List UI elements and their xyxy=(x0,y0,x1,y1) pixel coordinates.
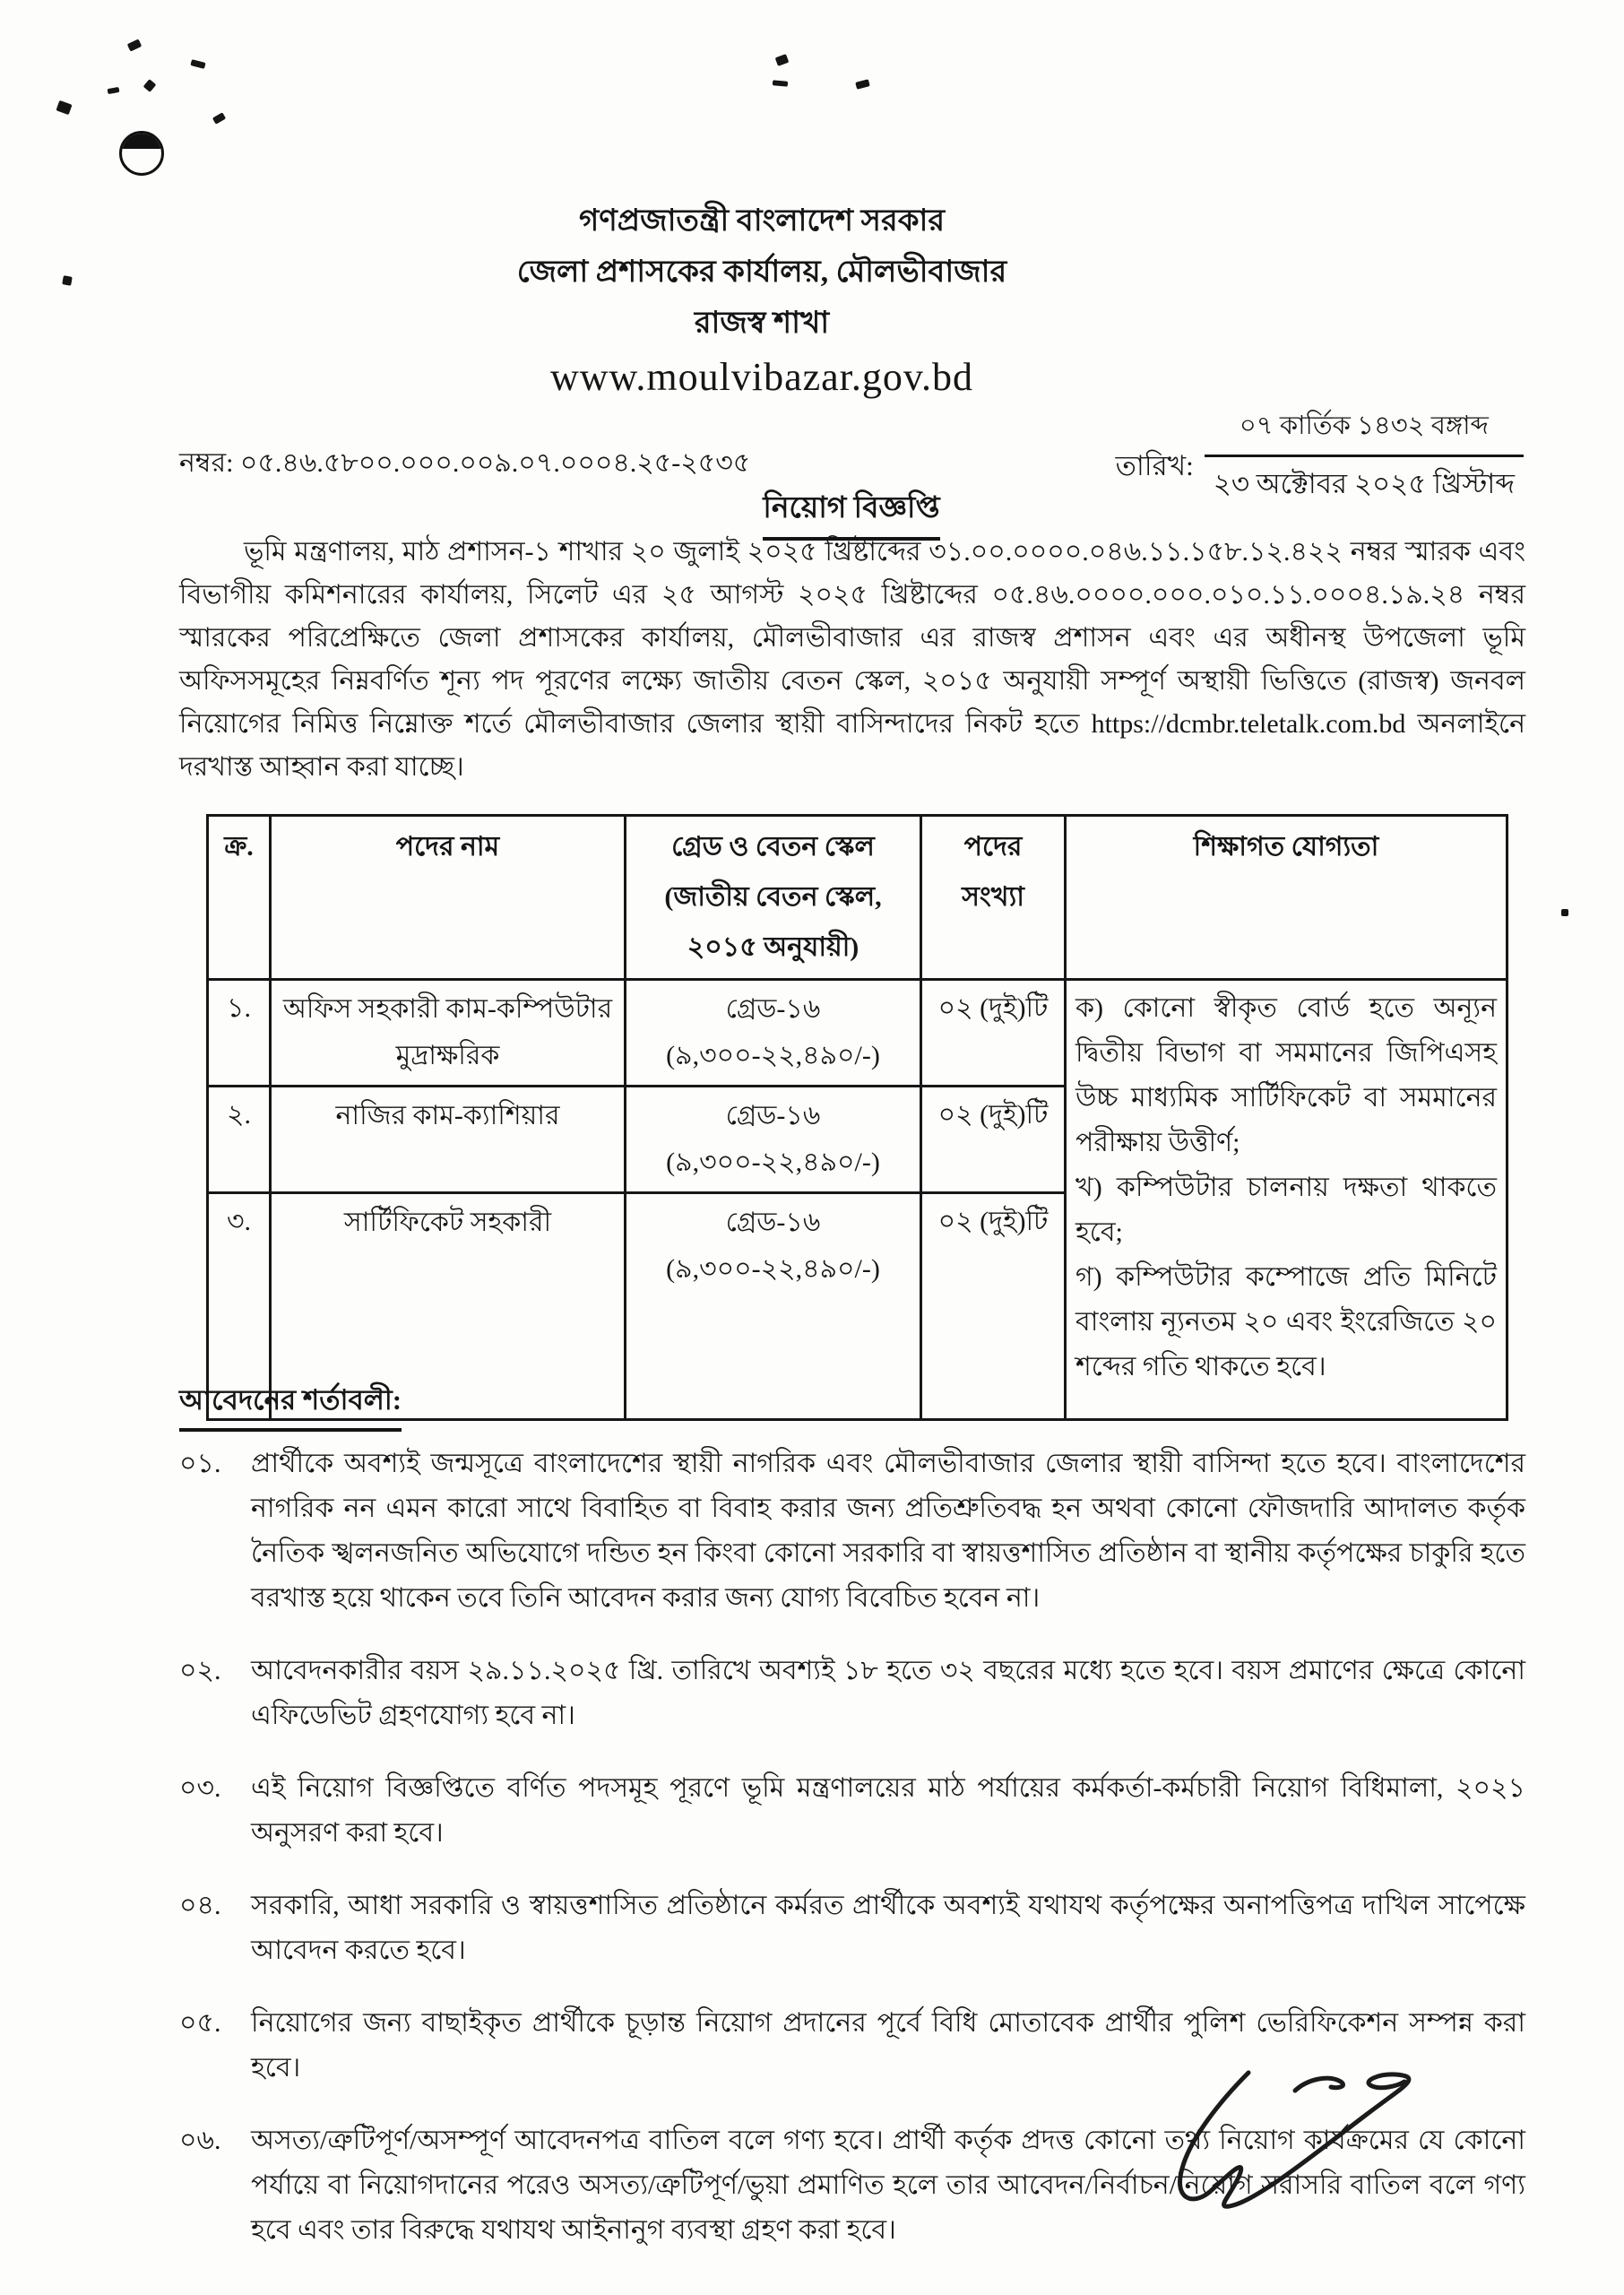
col-header-post: পদের নাম xyxy=(271,816,626,980)
row-post-name: সার্টিফিকেট সহকারী xyxy=(271,1193,626,1420)
col-header-grade: গ্রেড ও বেতন স্কেল (জাতীয় বেতন স্কেল, ২০১৫ অনুযায়ী) xyxy=(626,816,921,980)
condition-item xyxy=(179,1649,1525,1738)
qualification-item-c: গ) কম্পিউটার কম্পোজে প্রতি মিনিটে বাংলায় ন্যূনতম ২০ এবং ইংরেজিতে ২০ শব্দের গতি থাকতে হবে। xyxy=(1075,1262,1497,1381)
row-serial: ৩. xyxy=(208,1193,271,1420)
condition-text: এই নিয়োগ বিজ্ঞপ্তিতে বর্ণিত পদসমূহ পূরণে ভূমি মন্ত্রণালয়ের মাঠ পর্যায়ের কর্মকর্তা-কর্মচারী নিয়োগ বিধিমালা, ২০২১ অনুসরণ করা হবে। xyxy=(251,1773,1525,1848)
pay-scale: (৯,৩০০-২২,৪৯০/-) xyxy=(666,1041,880,1070)
letterhead xyxy=(179,195,1344,404)
hole-punch-mark xyxy=(119,131,164,176)
condition-text: নিয়োগের জন্য বাছাইকৃত প্রার্থীকে চূড়ান্ত নিয়োগ প্রদানের পূর্বে বিধি মোতাবেক প্রার্থীর পুলিশ ভেরিফিকেশন সম্পন্ন করা হবে। xyxy=(251,2008,1525,2083)
row-serial: ২. xyxy=(208,1087,271,1193)
condition-item xyxy=(179,1766,1525,1856)
pay-scale: (৯,৩০০-২২,৪৯০/-) xyxy=(666,1148,880,1177)
condition-number: ০৬. xyxy=(179,2126,221,2155)
scan-speck xyxy=(190,59,205,69)
signature-scribble xyxy=(1161,2069,1456,2230)
col-header-qualification: শিক্ষাগত যোগ্যতা xyxy=(1066,816,1507,980)
conditions-heading-row xyxy=(179,1379,402,1432)
date-bangla: ০৭ কার্তিক ১৪৩২ বঙ্গাব্দ xyxy=(1205,405,1524,457)
condition-number: ০৫. xyxy=(179,2008,221,2038)
row-post-count: ০২ (দুই)টি xyxy=(921,980,1066,1087)
grade: গ্রেড-১৬ xyxy=(725,1208,821,1237)
date-gregorian: ২৩ অক্টোবর ২০২৫ খ্রিস্টাব্দ xyxy=(1213,468,1515,499)
pay-scale: (৯,৩০০-২২,৪৯০/-) xyxy=(666,1254,880,1284)
memo-number: নম্বর: ০৫.৪৬.৫৮০০.০০০.০০৯.০৭.০০০৪.২৫-২৫৩৫ xyxy=(179,448,751,478)
grade: গ্রেড-১৬ xyxy=(725,994,821,1024)
condition-text: আবেদনকারীর বয়স ২৯.১১.২০২৫ খ্রি. তারিখে অবশ্যই ১৮ হতে ৩২ বছরের মধ্যে হতে হবে। বয়স প্রমাণের ক্ষেত্রে কোনো এফিডেভিট গ্রহণযোগ্য হবে না। xyxy=(251,1656,1525,1730)
condition-text: সরকারি, আধা সরকারি ও স্বায়ত্তশাসিত প্রতিষ্ঠানে কর্মরত প্রার্থীকে অবশ্যই যথাযথ কর্তৃপক্ষের অনাপত্তিপত্র দাখিল সাপেক্ষে আবেদন করতে হবে। xyxy=(251,1891,1525,1965)
qualification-item-a: ক) কোনো স্বীকৃত বোর্ড হতে অন্যূন দ্বিতীয় বিভাগ বা সমমানের জিপিএসহ উচ্চ মাধ্যমিক সার্টিফিকেট বা সমমানের পরীক্ষায় উত্তীর্ণ; xyxy=(1075,993,1497,1157)
vacancy-table xyxy=(206,814,1508,1421)
condition-item xyxy=(179,1442,1525,1621)
col-header-count: পদের সংখ্যা xyxy=(921,816,1066,980)
conditions-heading: আবেদনের শর্তাবলী: xyxy=(179,1379,402,1432)
notice-title: নিয়োগ বিজ্ঞপ্তি xyxy=(763,484,939,541)
qualification-cell xyxy=(1066,980,1507,1420)
scan-speck xyxy=(775,54,790,66)
row-grade-scale xyxy=(626,1193,921,1420)
scan-speck xyxy=(127,39,142,51)
scan-speck xyxy=(143,79,157,92)
branch-name: রাজস্ব শাখা xyxy=(694,307,830,340)
row-post-name: অফিস সহকারী কাম-কম্পিউটার মুদ্রাক্ষরিক xyxy=(271,980,626,1087)
condition-number: ০২. xyxy=(179,1656,221,1685)
website-url: www.moulvibazar.gov.bd xyxy=(549,355,974,399)
col-header-serial: ক্র. xyxy=(208,816,271,980)
scan-speck xyxy=(62,275,73,286)
intro-paragraph: ভূমি মন্ত্রণালয়, মাঠ প্রশাসন-১ শাখার ২০ জুলাই ২০২৫ খ্রিষ্টাব্দের ৩১.০০.০০০০.০৪৬.১১.১৫৮.১২.৪২২ নম্বর স্মারক এবং বিভাগীয় কমিশনারের কার্যালয়, সিলেট এর ২৫ আগস্ট ২০২৫ খ্রিষ্টাব্দের ০৫.৪৬.০০০০.০০০.০১০.১১.০০০৪.১৯.২৪ নম্বর স্মারকের পরিপ্রেক্ষিতে জেলা প্রশাসকের কার্যালয়, মৌলভীবাজার এর রাজস্ব প্রশাসন এবং এর অধীনস্থ উপজেলা ভূমি অফিসসমূহের নিম্নবর্ণিত শূন্য পদ পূরণের লক্ষ্যে জাতীয় বেতন স্কেল, ২০১৫ অনুযায়ী সম্পূর্ণ অস্থায়ী ভিত্তিতে (রাজস্ব) জনবল নিয়োগের নিমিত্ত নিম্নোক্ত শর্তে মৌলভীবাজার জেলার স্থায়ী বাসিন্দাদের নিকট হতে https://dcmbr.teletalk.com.bd অনলাইনে দরখাস্ত আহ্বান করা যাচ্ছে। xyxy=(179,537,1525,782)
row-post-name: নাজির কাম-ক্যাশিয়ার xyxy=(271,1087,626,1193)
row-serial: ১. xyxy=(208,980,271,1087)
grade: গ্রেড-১৬ xyxy=(725,1101,821,1130)
condition-text: প্রার্থীকে অবশ্যই জন্মসূত্রে বাংলাদেশের স্থায়ী নাগরিক এবং মৌলভীবাজার জেলার স্থায়ী বাসিন্দা হতে হবে। বাংলাদেশের নাগরিক নন এমন কারো সাথে বিবাহিত বা বিবাহ করার জন্য প্রতিশ্রুতিবদ্ধ হন অথবা কোনো ফৌজদারি আদালত কর্তৃক নৈতিক স্খলনজনিত অভিযোগে দন্ডিত হন কিংবা কোনো সরকারি বা স্বায়ত্তশাসিত প্রতিষ্ঠান বা স্থানীয় কর্তৃপক্ষের চাকুরি হতে বরখাস্ত হয়ে থাকেন তবে তিনি আবেদন করার জন্য যোগ্য বিবেচিত হবেন না। xyxy=(251,1449,1525,1613)
scan-speck xyxy=(108,87,120,94)
condition-number: ০১. xyxy=(179,1449,221,1478)
scan-speck xyxy=(1561,909,1568,916)
condition-item xyxy=(179,1884,1525,1973)
row-grade-scale xyxy=(626,980,921,1087)
scan-speck xyxy=(773,80,788,86)
date-label: তারিখ: xyxy=(1115,450,1194,481)
row-post-count: ০২ (দুই)টি xyxy=(921,1087,1066,1193)
scan-speck xyxy=(56,100,72,115)
government-name: গণপ্রজাতন্ত্রী বাংলাদেশ সরকার xyxy=(578,204,946,238)
office-name: জেলা প্রশাসকের কার্যালয়, মৌলভীবাজার xyxy=(516,255,1007,289)
scan-speck xyxy=(212,112,226,124)
table-header-row xyxy=(208,816,1507,980)
table-row xyxy=(208,980,1507,1087)
scan-speck xyxy=(855,79,870,90)
row-post-count: ০২ (দুই)টি xyxy=(921,1193,1066,1420)
condition-number: ০৪. xyxy=(179,1891,221,1920)
condition-text: অসত্য/ত্রুটিপূর্ণ/অসম্পূর্ণ আবেদনপত্র বাতিল বলে গণ্য হবে। প্রার্থী কর্তৃক প্রদত্ত কোনো তথ্য নিয়োগ কার্যক্রমের যে কোনো পর্যায়ে বা নিয়োগদানের পরেও অসত্য/ত্রুটিপূর্ণ/ভুয়া প্রমাণিত হলে তার আবেদন/নির্বাচন/নিয়োগ সরাসরি বাতিল বলে গণ্য হবে এবং তার বিরুদ্ধে যথাযথ আইনানুগ ব্যবস্থা গ্রহণ করা হবে। xyxy=(251,2126,1525,2245)
row-grade-scale xyxy=(626,1087,921,1193)
qualification-item-b: খ) কম্পিউটার চালনায় দক্ষতা থাকতে হবে; xyxy=(1075,1173,1497,1247)
hole-punch-fill xyxy=(120,132,163,149)
condition-number: ০৩. xyxy=(179,1773,221,1803)
